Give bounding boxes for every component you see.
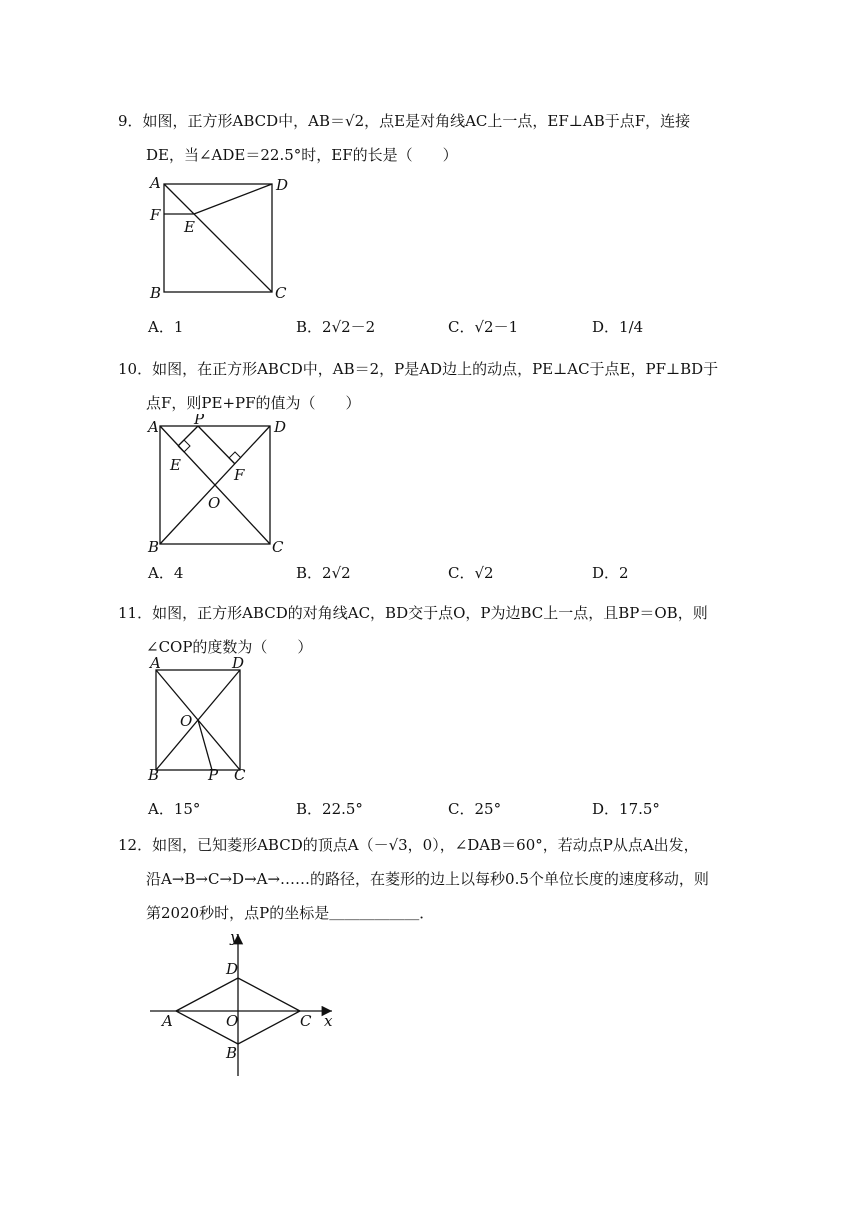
question-number: 11． — [118, 604, 153, 622]
label-f: F — [234, 466, 245, 484]
label-c: C — [275, 284, 287, 302]
option-b[interactable]: B．2√2－2 — [296, 318, 376, 336]
option-d[interactable]: D．1/4 — [592, 318, 644, 336]
option-d[interactable]: D．2 — [592, 564, 629, 582]
question-10 — [118, 352, 738, 420]
figure-q10 — [140, 414, 310, 554]
label-a: A — [150, 656, 161, 672]
question-text: 如图，正方形ABCD中，AB＝√2，点E是对角线AC上一点，EF⊥AB于点F，连接 — [142, 112, 691, 130]
option-b[interactable]: B．2√2 — [296, 564, 351, 582]
option-b[interactable]: B．22.5° — [296, 800, 363, 818]
right-angle-f — [229, 452, 241, 464]
option-d[interactable]: D．17.5° — [592, 800, 660, 818]
option-c[interactable]: C．25° — [448, 800, 502, 818]
label-o: O — [226, 1012, 239, 1030]
label-c: C — [272, 538, 284, 554]
segment-pe — [178, 426, 198, 446]
figure-q11 — [140, 656, 270, 786]
option-c[interactable]: C．√2－1 — [448, 318, 519, 336]
options-q9 — [148, 312, 708, 342]
question-number: 10． — [118, 360, 153, 378]
question-11 — [118, 596, 738, 664]
figure-q9 — [140, 170, 310, 305]
question-10-line-1 — [118, 352, 738, 386]
label-f: F — [150, 206, 161, 224]
label-c: C — [300, 1012, 312, 1030]
label-a: A — [148, 418, 159, 436]
label-d: D — [274, 418, 287, 436]
label-d: D — [226, 960, 239, 978]
question-9 — [118, 104, 738, 172]
option-a[interactable]: A．1 — [148, 318, 184, 336]
option-c[interactable]: C．√2 — [448, 564, 494, 582]
right-angle-e — [178, 440, 190, 452]
question-number: 12． — [118, 836, 153, 854]
label-d: D — [232, 656, 245, 672]
label-o: O — [208, 494, 221, 512]
label-b: B — [226, 1044, 238, 1062]
question-9-line-1 — [118, 104, 738, 138]
question-text: 如图，正方形ABCD的对角线AC，BD交于点O，P为边BC上一点，且BP＝OB，则 — [152, 604, 708, 622]
question-11-line-1 — [118, 596, 738, 630]
question-number: 9． — [118, 112, 143, 130]
label-b: B — [148, 766, 160, 784]
label-a: A — [150, 174, 161, 192]
question-10-line-2: 点F，则PE+PF的值为（ ） — [146, 394, 361, 412]
label-x: x — [324, 1012, 333, 1030]
label-p: P — [194, 414, 205, 428]
label-a: A — [162, 1012, 173, 1030]
question-9-line-2: DE，当∠ADE＝22.5°时，EF的长是（ ） — [146, 146, 458, 164]
diagonal-ac — [164, 184, 272, 292]
label-c: C — [234, 766, 246, 784]
options-q11 — [148, 794, 708, 824]
question-11-line-2: ∠COP的度数为（ ） — [146, 638, 313, 656]
label-y: y — [230, 928, 239, 946]
label-b: B — [148, 538, 160, 554]
question-12-line-3: 第2020秒时，点P的坐标是＿＿＿＿＿＿． — [146, 904, 435, 922]
question-12-line-1 — [118, 828, 738, 862]
label-e: E — [170, 456, 181, 474]
figure-q12 — [140, 926, 350, 1082]
option-a[interactable]: A．4 — [148, 564, 184, 582]
segment-de — [194, 184, 272, 214]
question-text: 如图，已知菱形ABCD的顶点A（－√3，0），∠DAB＝60°，若动点P从点A出发， — [152, 836, 699, 854]
label-e: E — [184, 218, 195, 236]
question-12-line-2: 沿A→B→C→D→A→……的路径，在菱形的边上以每秒0.5个单位长度的速度移动，则 — [146, 870, 709, 888]
option-a[interactable]: A．15° — [148, 800, 201, 818]
label-d: D — [276, 176, 289, 194]
question-12 — [118, 828, 738, 930]
label-o: O — [180, 712, 193, 730]
label-p: P — [208, 766, 219, 784]
label-b: B — [150, 284, 162, 302]
question-text: 如图，在正方形ABCD中，AB＝2，P是AD边上的动点，PE⊥AC于点E，PF⊥BD于 — [152, 360, 719, 378]
options-q10 — [148, 558, 708, 588]
